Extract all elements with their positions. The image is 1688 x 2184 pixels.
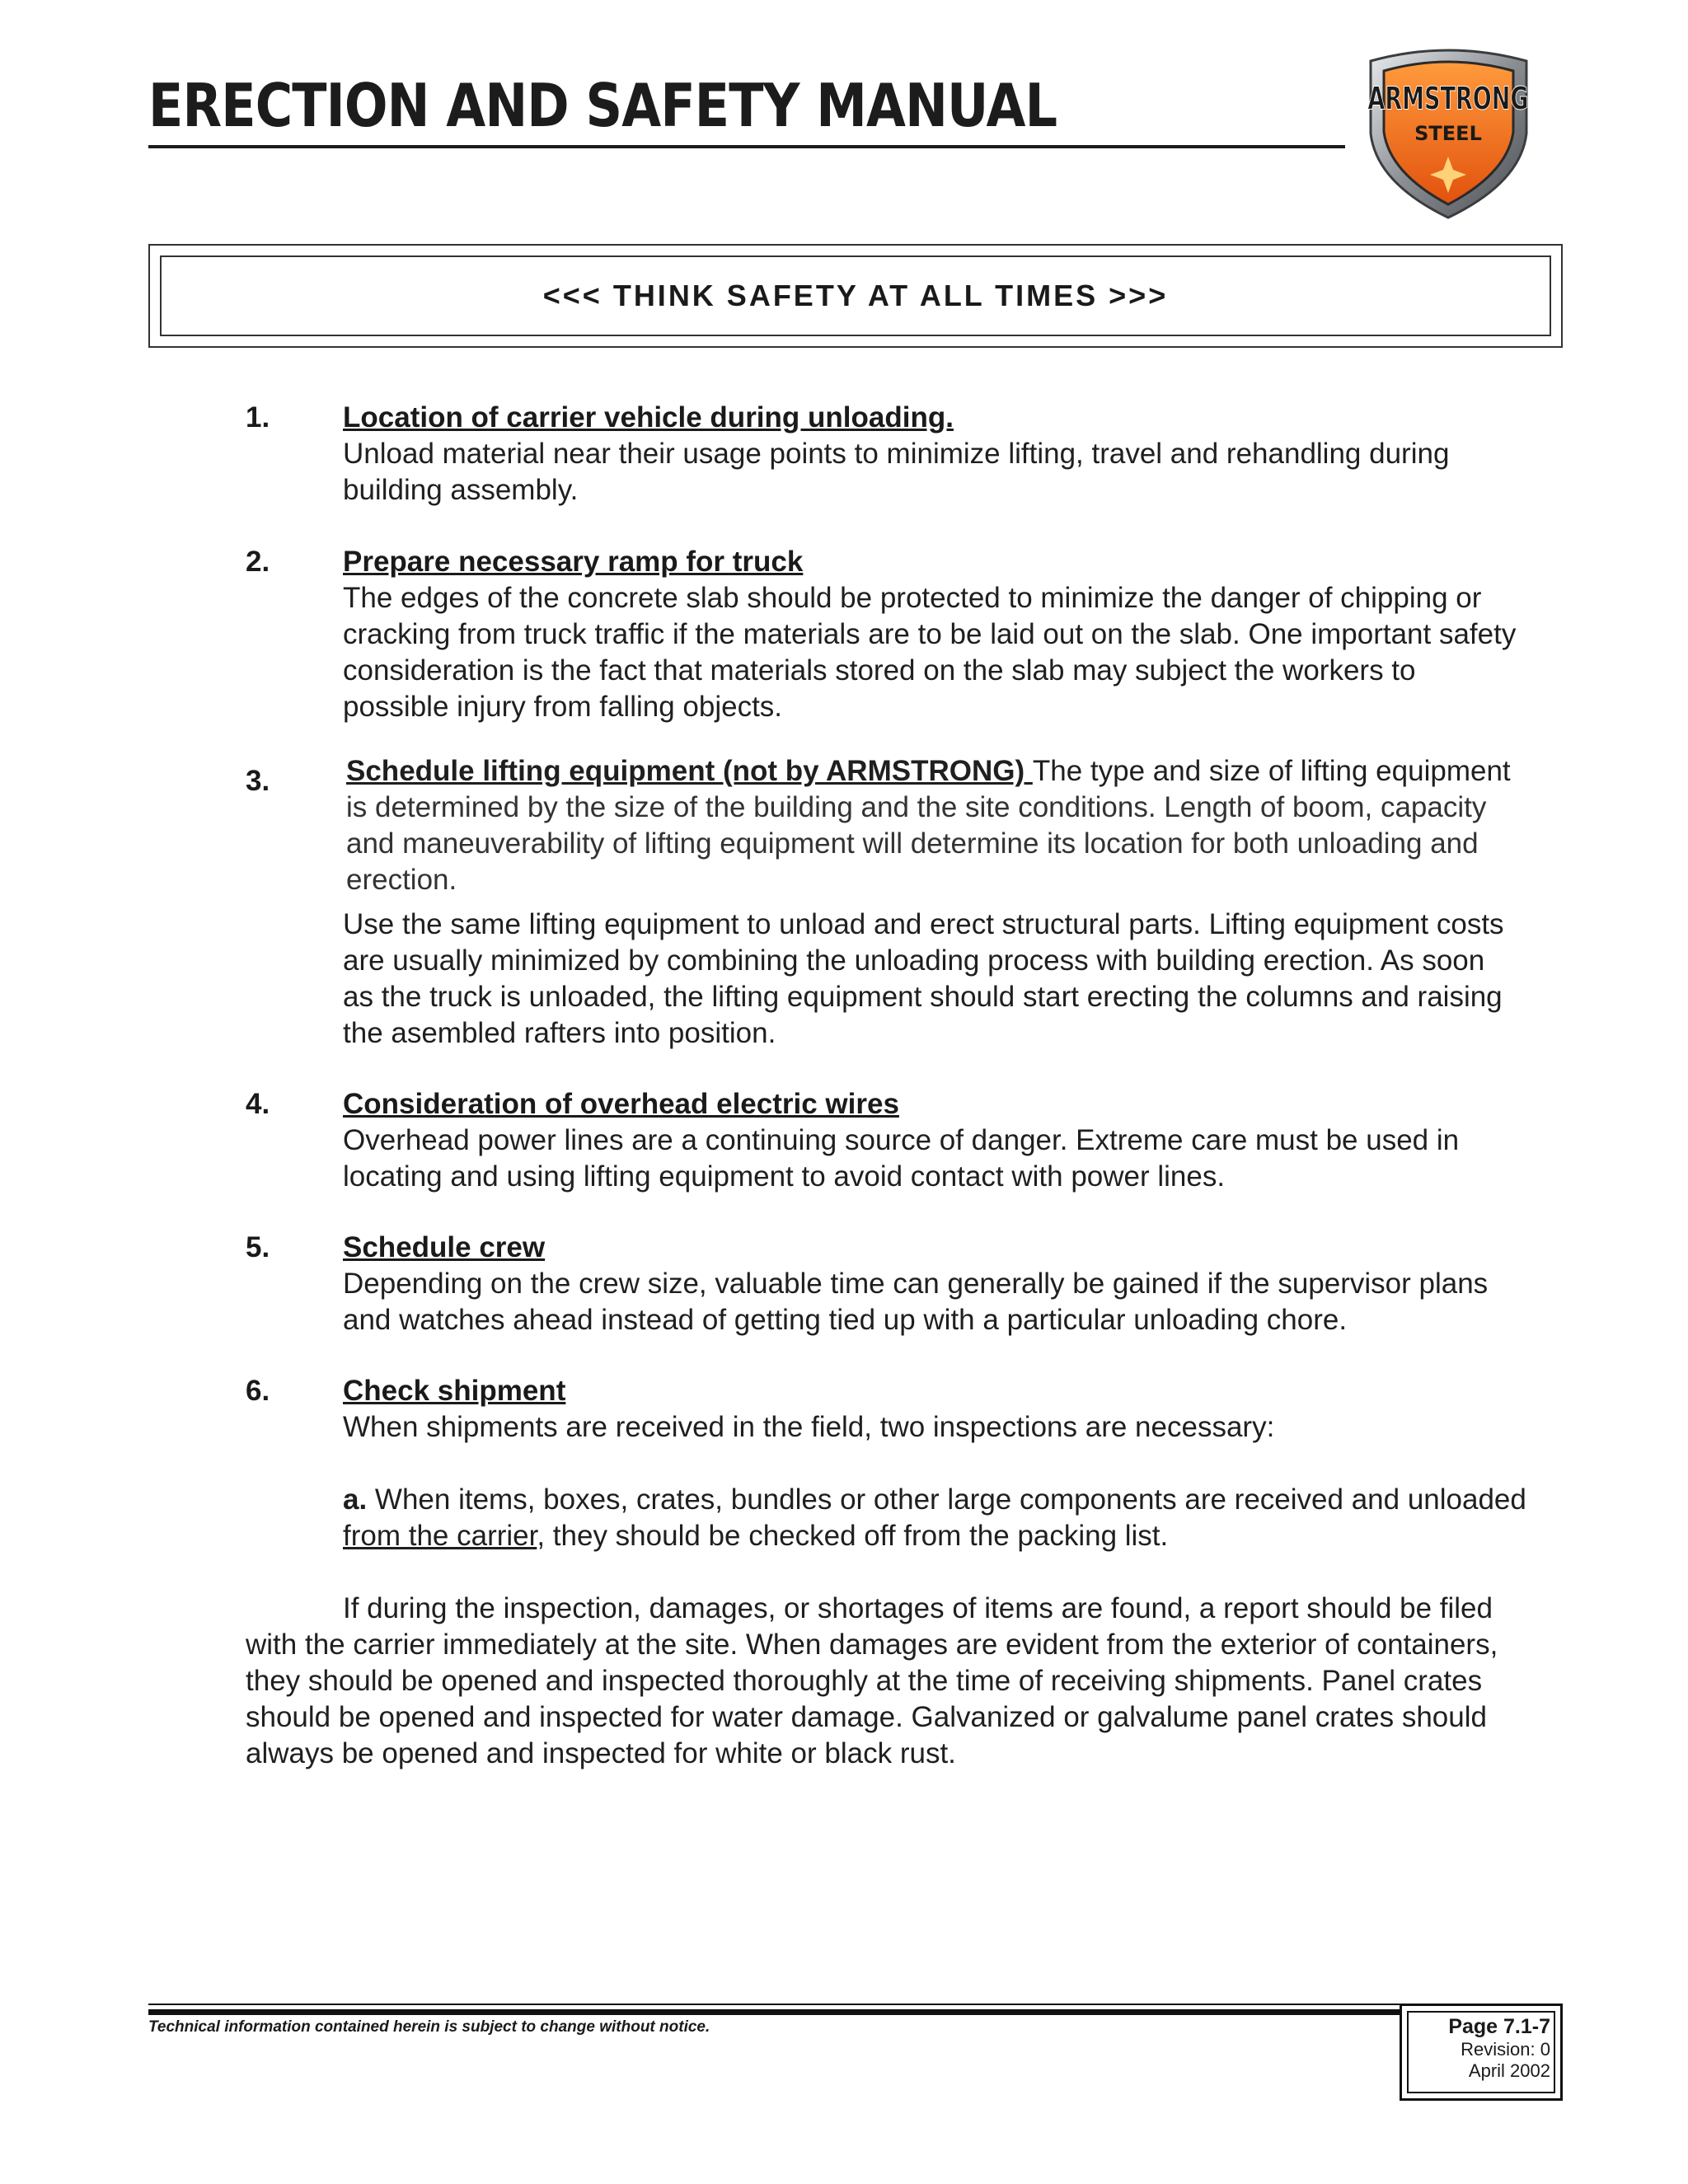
item-text-line: Unload material near their usage points to minimize lifting, travel and rehandling during (343, 438, 1450, 470)
item-number: 4. (246, 1088, 270, 1120)
closing-paragraph-line: should be opened and inspected for water damage. Galvanized or galvalume panel crates should (246, 1701, 1487, 1733)
item-text-line: Use the same lifting equipment to unload and erect structural parts. Lifting equipment costs (343, 908, 1504, 940)
page-info-box (1400, 2004, 1563, 2101)
closing-paragraph-line: they should be opened and inspected thoroughly at the time of receiving shipments. Panel crates (246, 1665, 1483, 1697)
item-text-line: erection. (346, 864, 457, 896)
item-heading-tail: The type and size of lifting equipment (1032, 755, 1511, 787)
closing-paragraph-line: always be opened and inspected for white or black rust. (246, 1737, 956, 1769)
item-number: 2. (246, 546, 270, 578)
item-text-line: When shipments are received in the field, two inspections are necessary: (343, 1411, 1275, 1443)
item-heading: Schedule crew (343, 1231, 546, 1263)
item-text-line: The edges of the concrete slab should be protected to minimize the danger of chipping or (343, 582, 1482, 614)
page-number: Page 7.1-7 (1448, 2015, 1550, 2038)
item-text-line: possible injury from falling objects. (343, 691, 783, 723)
sub-item-underlined: from the carrier (343, 1520, 537, 1552)
item-text-line: the asembled rafters into position. (343, 1017, 776, 1049)
safety-banner (148, 244, 1563, 348)
sub-item-a-line (343, 1520, 1168, 1553)
item-text-line: and watches ahead instead of getting tied up with a particular unloading chore. (343, 1304, 1348, 1336)
armstrong-steel-logo (1356, 43, 1541, 220)
item-heading: Location of carrier vehicle during unloading. (343, 401, 954, 434)
item-number: 6. (246, 1375, 270, 1407)
safety-banner-text: <<< THINK SAFETY AT ALL TIMES >>> (542, 279, 1169, 312)
item-text-line: Depending on the crew size, valuable time can generally be gained if the supervisor plans (343, 1268, 1489, 1300)
item-heading: Consideration of overhead electric wires (343, 1088, 899, 1120)
item-number: 3. (246, 765, 270, 797)
revision: Revision: 0 (1461, 2039, 1550, 2060)
sub-item-label: a. (343, 1483, 368, 1516)
item-number: 5. (246, 1231, 270, 1263)
item-text-line: are usually minimized by combining the unloading process with building erection. As soon (343, 944, 1485, 977)
logo-text-steel: STEEL (1414, 122, 1482, 145)
item-heading: Check shipment (343, 1375, 566, 1407)
footer-rule-thick (148, 2009, 1401, 2015)
item-text-line: locating and using lifting equipment to avoid contact with power lines. (343, 1160, 1226, 1193)
item-text-line: and maneuverability of lifting equipment will determine its location for both unloading and (346, 827, 1479, 860)
sub-item-a-line (343, 1483, 1526, 1516)
footer-rule (148, 2004, 1401, 2005)
item-heading: Prepare necessary ramp for truck (343, 546, 804, 578)
closing-paragraph-line: If during the inspection, damages, or shortages of items are found, a report should be filed (343, 1592, 1493, 1624)
page-title: ERECTION AND SAFETY MANUAL (148, 71, 1057, 140)
item-text-line: is determined by the size of the building and the site conditions. Length of boom, capacity (346, 791, 1487, 823)
title-underline (148, 145, 1345, 148)
footer-disclaimer: Technical information contained herein is subject to change without notice. (148, 2018, 710, 2036)
item-text-line: consideration is the fact that materials stored on the slab may subject the workers to (343, 654, 1416, 687)
sub-item-text: When items, boxes, crates, bundles or other large components are received and unloaded (367, 1483, 1526, 1516)
logo-text-armstrong: ARMSTRONG (1367, 79, 1529, 117)
item-number: 1. (246, 401, 270, 434)
revision-date: April 2002 (1468, 2060, 1550, 2081)
item-text-line: Overhead power lines are a continuing source of danger. Extreme care must be used in (343, 1124, 1460, 1156)
item-heading-line (346, 755, 1511, 788)
item-text-line: cracking from truck traffic if the materials are to be laid out on the slab. One important safety (343, 618, 1517, 650)
sub-item-text: , they should be checked off from the packing list. (537, 1520, 1169, 1552)
item-text-line: building assembly. (343, 474, 579, 506)
item-heading: Schedule lifting equipment (not by ARMSTRONG) (346, 755, 1033, 787)
closing-paragraph-line: with the carrier immediately at the site. When damages are evident from the exterior of containers, (246, 1629, 1498, 1661)
item-text-line: as the truck is unloaded, the lifting equipment should start erecting the columns and raising (343, 981, 1503, 1013)
